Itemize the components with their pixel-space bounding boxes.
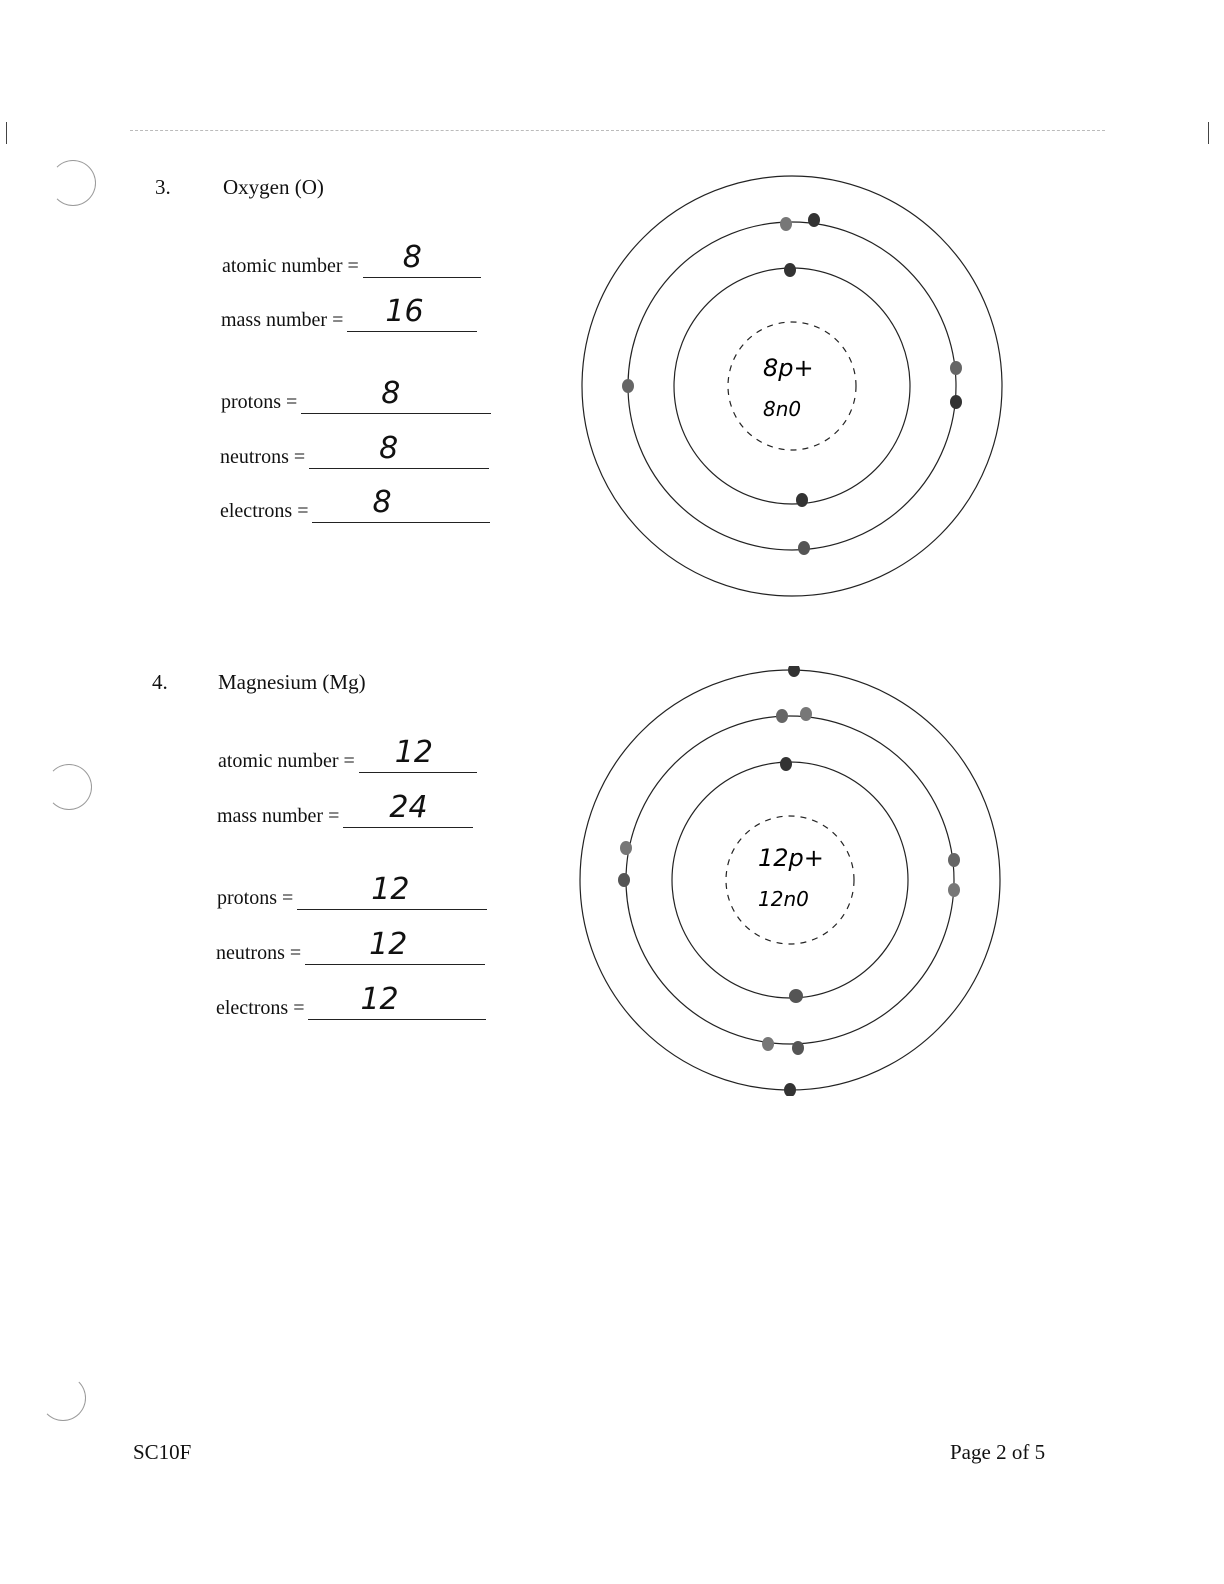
electrons-field — [216, 982, 486, 1020]
field-label: atomic number = — [218, 750, 355, 772]
shell-1 — [674, 268, 910, 504]
punch-hole — [50, 160, 96, 206]
page-number: Page 2 of 5 — [950, 1440, 1046, 1464]
shell-3 — [580, 670, 1000, 1090]
question-title: Oxygen (O) — [223, 175, 324, 199]
question-title: Magnesium (Mg) — [218, 670, 366, 694]
bohr-diagram-oxygen — [578, 172, 1008, 602]
electrons — [618, 666, 960, 1096]
question-number: 3. — [155, 175, 171, 199]
handwritten-answer[interactable]: 8 — [402, 240, 422, 275]
course-code: SC10F — [133, 1440, 192, 1464]
electron — [784, 263, 796, 277]
field-label: neutrons = — [216, 942, 302, 964]
shell-1 — [672, 762, 908, 998]
electron — [762, 1037, 774, 1051]
electron — [808, 213, 820, 227]
nucleus-boundary — [726, 816, 854, 944]
question-number: 4. — [152, 670, 168, 694]
atomic-number-field — [222, 240, 481, 278]
nucleus-boundary — [728, 322, 856, 450]
field-label: neutrons = — [220, 446, 306, 468]
field-label: protons = — [221, 391, 298, 413]
electron — [950, 361, 962, 375]
handwritten-answer[interactable]: 12 — [369, 927, 408, 962]
mass-number-field — [221, 294, 477, 332]
field-label: electrons = — [216, 997, 305, 1019]
electron — [780, 757, 792, 771]
mass-number-field — [217, 790, 473, 828]
field-label: protons = — [217, 887, 294, 909]
protons-field — [217, 872, 487, 910]
nucleus-neutrons: 12n0 — [758, 887, 809, 911]
handwritten-answer[interactable]: 12 — [360, 982, 399, 1017]
handwritten-answer[interactable]: 16 — [385, 294, 424, 329]
electron — [796, 493, 808, 507]
electron — [622, 379, 634, 393]
nucleus-protons: 12p+ — [758, 844, 824, 872]
nucleus-protons: 8p+ — [763, 354, 814, 382]
electron — [784, 1083, 796, 1096]
field-label: atomic number = — [222, 255, 359, 277]
header-divider — [130, 130, 1105, 131]
electron — [788, 666, 800, 677]
field-label: mass number = — [221, 309, 344, 331]
electron — [776, 709, 788, 723]
atomic-number-field — [218, 735, 477, 773]
electron — [800, 707, 812, 721]
electrons-field — [220, 485, 490, 523]
electron — [792, 1041, 804, 1055]
electron — [780, 217, 792, 231]
shell-3 — [582, 176, 1002, 596]
nucleus-neutrons: 8n0 — [763, 397, 802, 421]
neutrons-field — [220, 431, 489, 469]
punch-hole — [40, 1375, 86, 1421]
handwritten-answer[interactable]: 24 — [389, 790, 428, 825]
margin-tick — [1208, 122, 1209, 144]
electron — [948, 883, 960, 897]
handwritten-answer[interactable]: 12 — [371, 872, 410, 907]
electron — [798, 541, 810, 555]
punch-hole — [46, 764, 92, 810]
electron — [950, 395, 962, 409]
field-label: electrons = — [220, 500, 309, 522]
margin-tick — [6, 122, 7, 144]
handwritten-answer[interactable]: 8 — [379, 431, 399, 466]
electron — [789, 989, 803, 1003]
neutrons-field — [216, 927, 485, 965]
handwritten-answer[interactable]: 12 — [394, 735, 433, 770]
handwritten-answer[interactable]: 8 — [381, 376, 401, 411]
electron — [618, 873, 630, 887]
handwritten-answer[interactable]: 8 — [372, 485, 392, 520]
electron — [948, 853, 960, 867]
electron — [620, 841, 632, 855]
protons-field — [221, 376, 491, 414]
bohr-diagram-magnesium — [576, 666, 1006, 1096]
field-label: mass number = — [217, 805, 340, 827]
